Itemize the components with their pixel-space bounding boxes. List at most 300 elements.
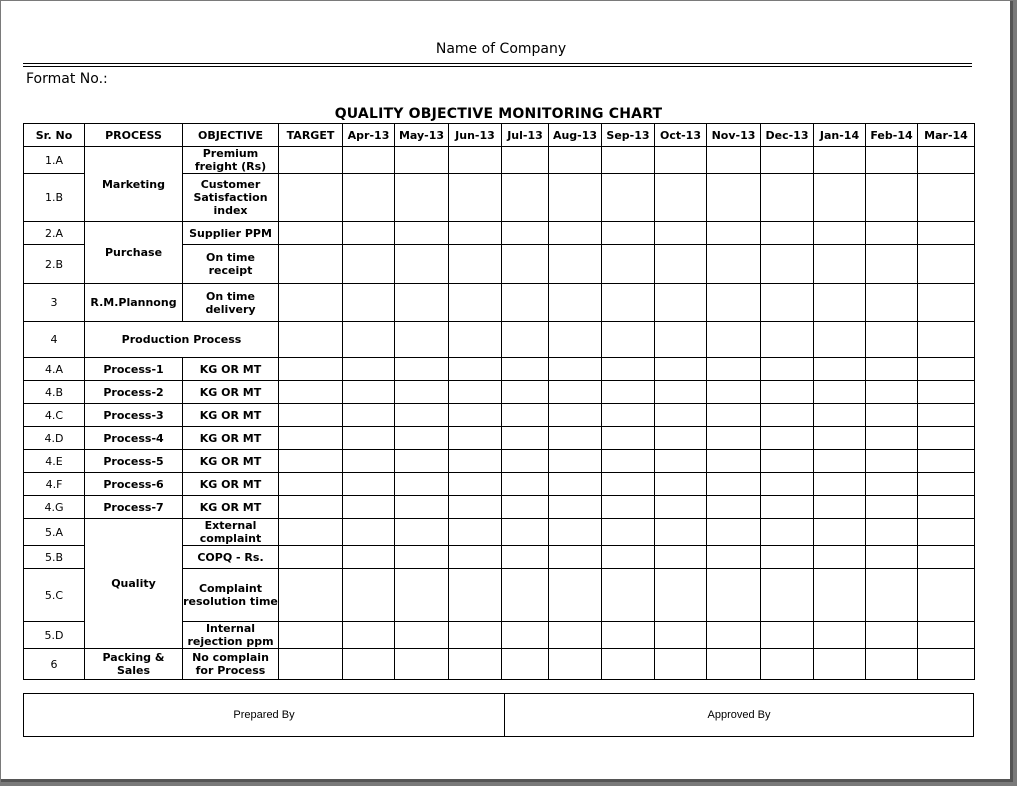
sr-no-cell: 4.D (24, 427, 85, 450)
objective-cell: KG OR MT (183, 404, 279, 427)
table-row (24, 222, 975, 245)
sr-no-cell: 4 (24, 322, 85, 358)
objective-cell: KG OR MT (183, 381, 279, 404)
month-value-cell[interactable] (395, 322, 449, 358)
month-value-cell[interactable] (602, 381, 655, 404)
header-row (24, 124, 975, 147)
month-value-cell[interactable] (502, 358, 549, 381)
month-value-cell[interactable] (343, 569, 395, 622)
table-row (24, 404, 975, 427)
month-value-cell[interactable] (866, 649, 918, 680)
month-value-cell[interactable] (655, 245, 707, 284)
month-value-cell[interactable] (549, 147, 602, 174)
month-value-cell[interactable] (395, 222, 449, 245)
month-value-cell[interactable] (707, 427, 761, 450)
process-cell: Process-7 (85, 496, 183, 519)
month-value-cell[interactable] (343, 147, 395, 174)
sr-no-cell: 5.B (24, 546, 85, 569)
month-value-cell[interactable] (343, 245, 395, 284)
month-value-cell[interactable] (343, 174, 395, 222)
month-value-cell[interactable] (761, 358, 814, 381)
month-value-cell[interactable] (814, 381, 866, 404)
month-value-cell[interactable] (814, 450, 866, 473)
month-value-cell[interactable] (549, 622, 602, 649)
process-cell: Process-1 (85, 358, 183, 381)
month-value-cell[interactable] (918, 622, 975, 649)
month-value-cell[interactable] (814, 284, 866, 322)
month-value-cell[interactable] (707, 381, 761, 404)
target-cell[interactable] (279, 284, 343, 322)
month-value-cell[interactable] (655, 427, 707, 450)
month-value-cell[interactable] (707, 546, 761, 569)
month-value-cell[interactable] (502, 546, 549, 569)
column-header: Mar-14 (918, 124, 975, 147)
month-value-cell[interactable] (866, 473, 918, 496)
month-value-cell[interactable] (761, 546, 814, 569)
month-value-cell[interactable] (449, 322, 502, 358)
month-value-cell[interactable] (814, 147, 866, 174)
month-value-cell[interactable] (866, 358, 918, 381)
month-value-cell[interactable] (918, 649, 975, 680)
month-value-cell[interactable] (761, 519, 814, 546)
month-value-cell[interactable] (655, 322, 707, 358)
sr-no-cell: 2.A (24, 222, 85, 245)
month-value-cell[interactable] (866, 569, 918, 622)
column-header: Nov-13 (707, 124, 761, 147)
month-value-cell[interactable] (549, 245, 602, 284)
month-value-cell[interactable] (502, 519, 549, 546)
month-value-cell[interactable] (395, 473, 449, 496)
month-value-cell[interactable] (814, 174, 866, 222)
month-value-cell[interactable] (343, 358, 395, 381)
month-value-cell[interactable] (707, 622, 761, 649)
month-value-cell[interactable] (814, 427, 866, 450)
month-value-cell[interactable] (655, 381, 707, 404)
month-value-cell[interactable] (761, 284, 814, 322)
target-cell[interactable] (279, 322, 343, 358)
month-value-cell[interactable] (395, 427, 449, 450)
month-value-cell[interactable] (655, 284, 707, 322)
objective-cell: Complaint resolution time (183, 569, 279, 622)
month-value-cell[interactable] (502, 245, 549, 284)
month-value-cell[interactable] (395, 147, 449, 174)
process-cell: Purchase (85, 222, 183, 284)
objective-cell: On time delivery (183, 284, 279, 322)
month-value-cell[interactable] (918, 427, 975, 450)
approved-by-cell: Approved By (505, 694, 974, 737)
process-cell: Quality (85, 519, 183, 649)
objective-cell: KG OR MT (183, 427, 279, 450)
target-cell[interactable] (279, 519, 343, 546)
month-value-cell[interactable] (602, 519, 655, 546)
target-cell[interactable] (279, 427, 343, 450)
target-cell[interactable] (279, 496, 343, 519)
month-value-cell[interactable] (866, 496, 918, 519)
month-value-cell[interactable] (918, 496, 975, 519)
process-cell: Process-6 (85, 473, 183, 496)
month-value-cell[interactable] (343, 404, 395, 427)
month-value-cell[interactable] (866, 427, 918, 450)
month-value-cell[interactable] (502, 222, 549, 245)
month-value-cell[interactable] (602, 222, 655, 245)
month-value-cell[interactable] (866, 284, 918, 322)
month-value-cell[interactable] (395, 622, 449, 649)
month-value-cell[interactable] (655, 222, 707, 245)
month-value-cell[interactable] (549, 404, 602, 427)
month-value-cell[interactable] (449, 245, 502, 284)
sr-no-cell: 1.B (24, 174, 85, 222)
month-value-cell[interactable] (918, 284, 975, 322)
month-value-cell[interactable] (602, 147, 655, 174)
month-value-cell[interactable] (814, 496, 866, 519)
month-value-cell[interactable] (918, 473, 975, 496)
prepared-by-cell: Prepared By (24, 694, 505, 737)
target-cell[interactable] (279, 473, 343, 496)
column-header: Jan-14 (814, 124, 866, 147)
month-value-cell[interactable] (655, 358, 707, 381)
month-value-cell[interactable] (549, 473, 602, 496)
month-value-cell[interactable] (814, 569, 866, 622)
objective-cell: Internal rejection ppm (183, 622, 279, 649)
month-value-cell[interactable] (655, 622, 707, 649)
month-value-cell[interactable] (449, 473, 502, 496)
month-value-cell[interactable] (602, 284, 655, 322)
month-value-cell[interactable] (761, 147, 814, 174)
month-value-cell[interactable] (502, 404, 549, 427)
target-cell[interactable] (279, 622, 343, 649)
month-value-cell[interactable] (761, 381, 814, 404)
month-value-cell[interactable] (814, 322, 866, 358)
month-value-cell[interactable] (707, 222, 761, 245)
column-header: PROCESS (85, 124, 183, 147)
target-cell[interactable] (279, 404, 343, 427)
month-value-cell[interactable] (502, 622, 549, 649)
format-number-label: Format No.: (26, 71, 108, 87)
month-value-cell[interactable] (449, 147, 502, 174)
month-value-cell[interactable] (502, 569, 549, 622)
month-value-cell[interactable] (918, 174, 975, 222)
target-cell[interactable] (279, 222, 343, 245)
month-value-cell[interactable] (449, 519, 502, 546)
month-value-cell[interactable] (449, 427, 502, 450)
month-value-cell[interactable] (549, 381, 602, 404)
month-value-cell[interactable] (814, 519, 866, 546)
process-cell: Packing & Sales (85, 649, 183, 680)
month-value-cell[interactable] (343, 649, 395, 680)
month-value-cell[interactable] (655, 569, 707, 622)
month-value-cell[interactable] (707, 322, 761, 358)
month-value-cell[interactable] (502, 649, 549, 680)
month-value-cell[interactable] (761, 222, 814, 245)
month-value-cell[interactable] (866, 404, 918, 427)
month-value-cell[interactable] (502, 147, 549, 174)
month-value-cell[interactable] (602, 473, 655, 496)
month-value-cell[interactable] (602, 358, 655, 381)
month-value-cell[interactable] (814, 404, 866, 427)
month-value-cell[interactable] (761, 427, 814, 450)
month-value-cell[interactable] (866, 245, 918, 284)
month-value-cell[interactable] (395, 450, 449, 473)
objective-cell: Premium freight (Rs) (183, 147, 279, 174)
month-value-cell[interactable] (707, 450, 761, 473)
month-value-cell[interactable] (602, 546, 655, 569)
month-value-cell[interactable] (343, 450, 395, 473)
signature-table (23, 693, 974, 737)
month-value-cell[interactable] (343, 496, 395, 519)
month-value-cell[interactable] (395, 519, 449, 546)
month-value-cell[interactable] (918, 450, 975, 473)
month-value-cell[interactable] (449, 569, 502, 622)
month-value-cell[interactable] (655, 519, 707, 546)
month-value-cell[interactable] (602, 404, 655, 427)
month-value-cell[interactable] (449, 358, 502, 381)
month-value-cell[interactable] (602, 322, 655, 358)
month-value-cell[interactable] (343, 381, 395, 404)
month-value-cell[interactable] (761, 322, 814, 358)
objective-cell: On time receipt (183, 245, 279, 284)
month-value-cell[interactable] (866, 622, 918, 649)
sr-no-cell: 5.A (24, 519, 85, 546)
table-row (24, 147, 975, 174)
month-value-cell[interactable] (343, 546, 395, 569)
month-value-cell[interactable] (761, 622, 814, 649)
month-value-cell[interactable] (343, 427, 395, 450)
month-value-cell[interactable] (814, 473, 866, 496)
month-value-cell[interactable] (449, 174, 502, 222)
column-header: Dec-13 (761, 124, 814, 147)
month-value-cell[interactable] (343, 222, 395, 245)
month-value-cell[interactable] (918, 358, 975, 381)
target-cell[interactable] (279, 569, 343, 622)
month-value-cell[interactable] (449, 496, 502, 519)
month-value-cell[interactable] (655, 649, 707, 680)
month-value-cell[interactable] (395, 245, 449, 284)
month-value-cell[interactable] (343, 519, 395, 546)
month-value-cell[interactable] (395, 546, 449, 569)
month-value-cell[interactable] (866, 222, 918, 245)
month-value-cell[interactable] (395, 284, 449, 322)
month-value-cell[interactable] (866, 322, 918, 358)
target-cell[interactable] (279, 546, 343, 569)
month-value-cell[interactable] (602, 569, 655, 622)
header-rule-bottom (23, 66, 972, 67)
month-value-cell[interactable] (549, 358, 602, 381)
column-header: Sep-13 (602, 124, 655, 147)
month-value-cell[interactable] (707, 569, 761, 622)
process-cell: Process-4 (85, 427, 183, 450)
month-value-cell[interactable] (707, 284, 761, 322)
target-cell[interactable] (279, 649, 343, 680)
month-value-cell[interactable] (761, 496, 814, 519)
month-value-cell[interactable] (814, 622, 866, 649)
month-value-cell[interactable] (549, 649, 602, 680)
sr-no-cell: 4.F (24, 473, 85, 496)
month-value-cell[interactable] (395, 649, 449, 680)
month-value-cell[interactable] (707, 473, 761, 496)
target-cell[interactable] (279, 147, 343, 174)
month-value-cell[interactable] (549, 284, 602, 322)
month-value-cell[interactable] (707, 174, 761, 222)
month-value-cell[interactable] (395, 381, 449, 404)
month-value-cell[interactable] (707, 519, 761, 546)
objective-cell: KG OR MT (183, 473, 279, 496)
sr-no-cell: 1.A (24, 147, 85, 174)
month-value-cell[interactable] (866, 546, 918, 569)
month-value-cell[interactable] (549, 222, 602, 245)
month-value-cell[interactable] (395, 174, 449, 222)
month-value-cell[interactable] (707, 496, 761, 519)
month-value-cell[interactable] (449, 649, 502, 680)
month-value-cell[interactable] (343, 284, 395, 322)
month-value-cell[interactable] (761, 245, 814, 284)
month-value-cell[interactable] (707, 404, 761, 427)
sr-no-cell: 4.C (24, 404, 85, 427)
month-value-cell[interactable] (549, 174, 602, 222)
month-value-cell[interactable] (707, 147, 761, 174)
column-header: Jun-13 (449, 124, 502, 147)
objective-cell: Customer Satisfaction index (183, 174, 279, 222)
month-value-cell[interactable] (449, 284, 502, 322)
month-value-cell[interactable] (343, 473, 395, 496)
month-value-cell[interactable] (449, 381, 502, 404)
sr-no-cell: 3 (24, 284, 85, 322)
month-value-cell[interactable] (449, 450, 502, 473)
month-value-cell[interactable] (549, 496, 602, 519)
month-value-cell[interactable] (761, 473, 814, 496)
month-value-cell[interactable] (343, 322, 395, 358)
month-value-cell[interactable] (549, 450, 602, 473)
month-value-cell[interactable] (449, 546, 502, 569)
target-cell[interactable] (279, 381, 343, 404)
target-cell[interactable] (279, 358, 343, 381)
month-value-cell[interactable] (918, 322, 975, 358)
column-header: Apr-13 (343, 124, 395, 147)
month-value-cell[interactable] (502, 174, 549, 222)
month-value-cell[interactable] (814, 245, 866, 284)
month-value-cell[interactable] (549, 322, 602, 358)
month-value-cell[interactable] (502, 381, 549, 404)
process-cell: R.M.Plannong (85, 284, 183, 322)
month-value-cell[interactable] (655, 473, 707, 496)
column-header: Jul-13 (502, 124, 549, 147)
month-value-cell[interactable] (502, 322, 549, 358)
column-header: Aug-13 (549, 124, 602, 147)
company-name: Name of Company (435, 41, 567, 57)
month-value-cell[interactable] (655, 147, 707, 174)
month-value-cell[interactable] (866, 450, 918, 473)
table-row (24, 519, 975, 546)
column-header: Oct-13 (655, 124, 707, 147)
month-value-cell[interactable] (707, 358, 761, 381)
table-row (24, 496, 975, 519)
month-value-cell[interactable] (549, 569, 602, 622)
month-value-cell[interactable] (655, 404, 707, 427)
month-value-cell[interactable] (655, 450, 707, 473)
month-value-cell[interactable] (866, 381, 918, 404)
objective-cell: KG OR MT (183, 358, 279, 381)
objective-cell: KG OR MT (183, 496, 279, 519)
month-value-cell[interactable] (707, 245, 761, 284)
month-value-cell[interactable] (549, 546, 602, 569)
month-value-cell[interactable] (602, 245, 655, 284)
month-value-cell[interactable] (343, 622, 395, 649)
month-value-cell[interactable] (602, 649, 655, 680)
month-value-cell[interactable] (814, 546, 866, 569)
month-value-cell[interactable] (866, 519, 918, 546)
sr-no-cell: 4.E (24, 450, 85, 473)
month-value-cell[interactable] (549, 427, 602, 450)
month-value-cell[interactable] (449, 622, 502, 649)
month-value-cell[interactable] (602, 450, 655, 473)
objective-cell: KG OR MT (183, 450, 279, 473)
column-header: TARGET (279, 124, 343, 147)
month-value-cell[interactable] (814, 222, 866, 245)
month-value-cell[interactable] (395, 496, 449, 519)
month-value-cell[interactable] (918, 546, 975, 569)
month-value-cell[interactable] (918, 519, 975, 546)
month-value-cell[interactable] (395, 358, 449, 381)
month-value-cell[interactable] (761, 450, 814, 473)
process-cell: Marketing (85, 147, 183, 222)
month-value-cell[interactable] (449, 222, 502, 245)
header-rule-top (23, 63, 972, 64)
month-value-cell[interactable] (655, 496, 707, 519)
month-value-cell[interactable] (602, 427, 655, 450)
month-value-cell[interactable] (502, 284, 549, 322)
month-value-cell[interactable] (918, 222, 975, 245)
month-value-cell[interactable] (395, 569, 449, 622)
column-header: Sr. No (24, 124, 85, 147)
month-value-cell[interactable] (655, 174, 707, 222)
month-value-cell[interactable] (502, 473, 549, 496)
table-row (24, 358, 975, 381)
month-value-cell[interactable] (761, 569, 814, 622)
table-row (24, 381, 975, 404)
month-value-cell[interactable] (502, 427, 549, 450)
month-value-cell[interactable] (814, 358, 866, 381)
target-cell[interactable] (279, 450, 343, 473)
month-value-cell[interactable] (918, 245, 975, 284)
month-value-cell[interactable] (918, 381, 975, 404)
month-value-cell[interactable] (761, 649, 814, 680)
month-value-cell[interactable] (502, 450, 549, 473)
month-value-cell[interactable] (449, 404, 502, 427)
month-value-cell[interactable] (707, 649, 761, 680)
month-value-cell[interactable] (918, 569, 975, 622)
month-value-cell[interactable] (761, 404, 814, 427)
target-cell[interactable] (279, 245, 343, 284)
month-value-cell[interactable] (502, 496, 549, 519)
month-value-cell[interactable] (918, 404, 975, 427)
month-value-cell[interactable] (866, 174, 918, 222)
month-value-cell[interactable] (655, 546, 707, 569)
month-value-cell[interactable] (602, 622, 655, 649)
process-cell: Production Process (85, 322, 279, 358)
month-value-cell[interactable] (549, 519, 602, 546)
month-value-cell[interactable] (761, 174, 814, 222)
target-cell[interactable] (279, 174, 343, 222)
month-value-cell[interactable] (866, 147, 918, 174)
month-value-cell[interactable] (814, 649, 866, 680)
month-value-cell[interactable] (395, 404, 449, 427)
sr-no-cell: 2.B (24, 245, 85, 284)
quality-objective-table (23, 123, 975, 680)
month-value-cell[interactable] (602, 496, 655, 519)
month-value-cell[interactable] (918, 147, 975, 174)
month-value-cell[interactable] (602, 174, 655, 222)
table-row (24, 322, 975, 358)
column-header: OBJECTIVE (183, 124, 279, 147)
